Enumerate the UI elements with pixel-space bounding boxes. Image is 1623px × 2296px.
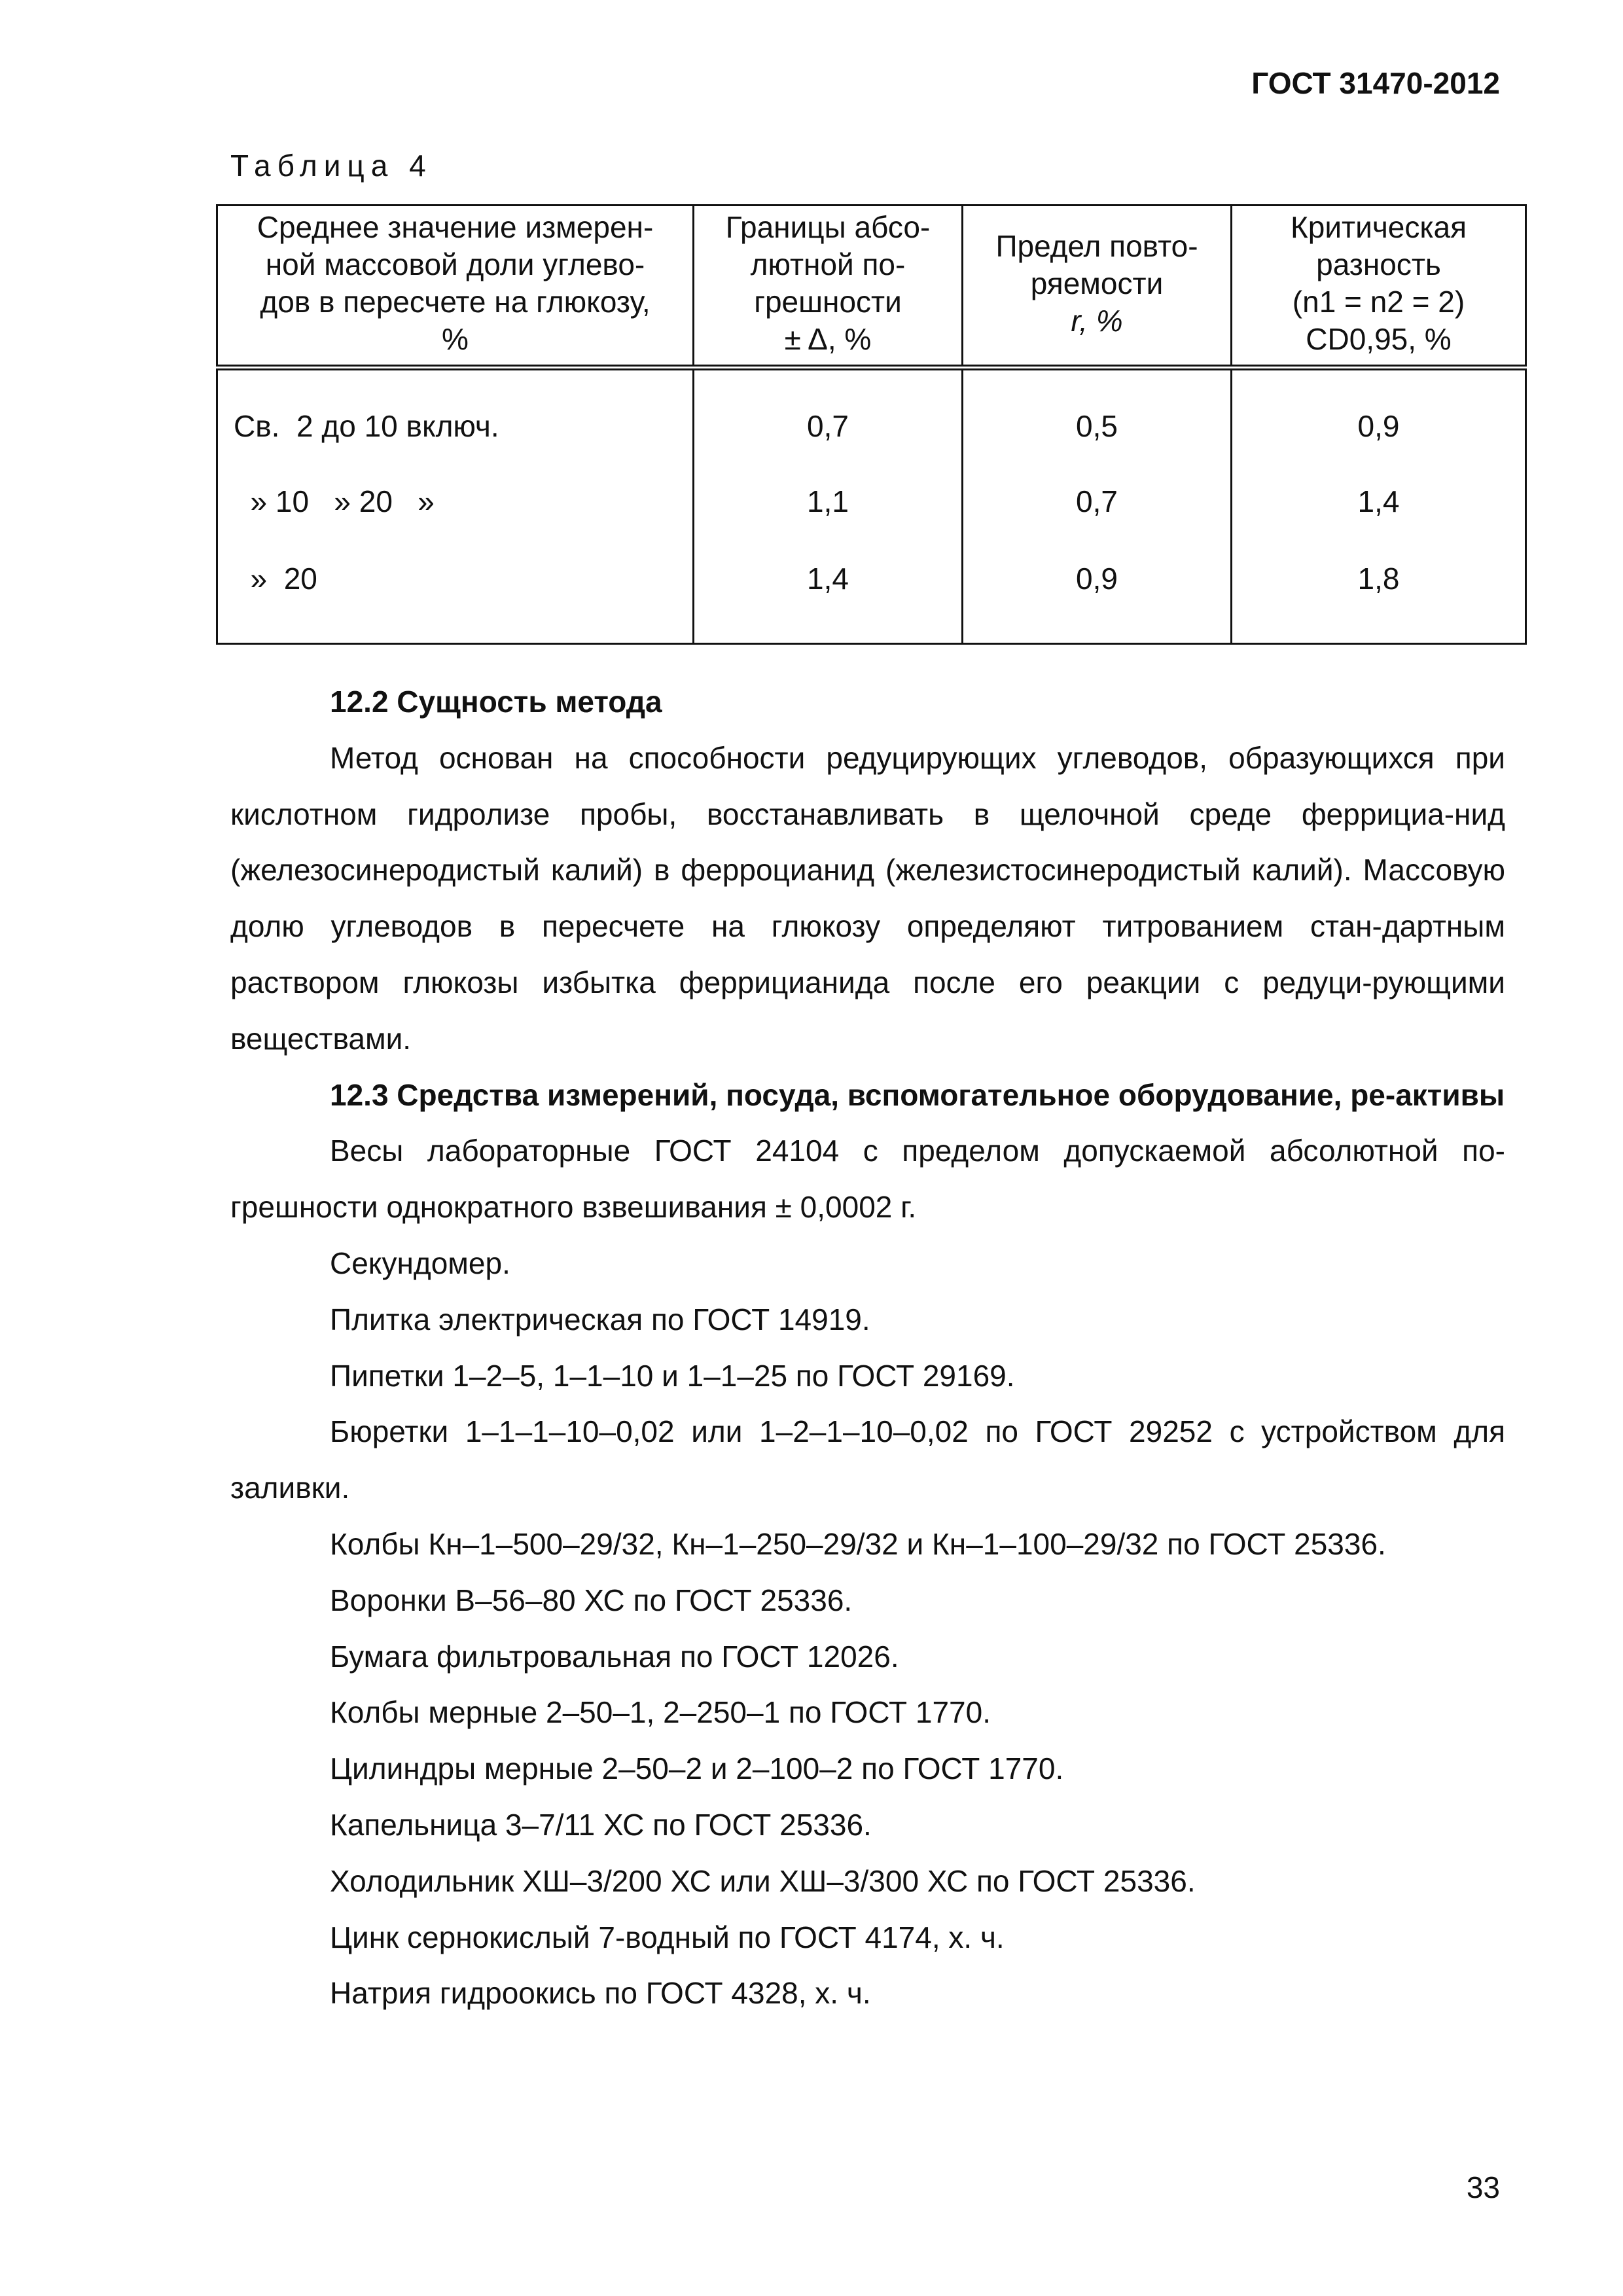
equipment-item: Бумага фильтровальная по ГОСТ 12026. bbox=[330, 1639, 899, 1674]
column-header-error-limits: Границы абсо- лютной по- грешности ± Δ, % bbox=[694, 206, 963, 368]
table-cell: 1,4 bbox=[1232, 463, 1526, 540]
equipment-item: Цилиндры мерные 2–50–2 и 2–100–2 по ГОСТ 1770. bbox=[330, 1751, 1064, 1786]
table-cell: 0,9 bbox=[1232, 368, 1526, 463]
equipment-item: Секундомер. bbox=[330, 1246, 510, 1280]
section-heading-12-3: 12.3 Средства измерений, посуда, вспомогательное оборудование, ре-активы bbox=[330, 1077, 1505, 1112]
table-cell: 1,8 bbox=[1232, 540, 1526, 644]
equipment-item: Колбы Кн–1–500–29/32, Кн–1–250–29/32 и Кн–1–100–29/32 по ГОСТ 25336. bbox=[330, 1526, 1386, 1561]
equipment-item: Колбы мерные 2–50–1, 2–250–1 по ГОСТ 1770. bbox=[330, 1695, 991, 1730]
equipment-item: Холодильник ХШ–3/200 ХС или ХШ–3/300 ХС по ГОСТ 25336. bbox=[330, 1863, 1196, 1898]
method-principle-paragraph: Метод основан на способности редуцирующих углеводов, образующихся при кислотном гидролизе пробы, восстанавливать в щелочной среде феррициа-нид (железосинеродистый калий) в ферроцианид (железистосинеродистый калий). Массовую долю углеводов в пересчете на глюкозу определяют титрованием стан-дартным раствором глюкозы избытка феррицианида после его реакции с редуци-рующими веществами. bbox=[230, 740, 1505, 1056]
equipment-item: Пипетки 1–2–5, 1–1–10 и 1–1–25 по ГОСТ 29169. bbox=[330, 1358, 1015, 1393]
standard-number: ГОСТ 31470-2012 bbox=[1251, 66, 1500, 100]
equipment-item: Весы лабораторные ГОСТ 24104 с пределом допускаемой абсолютной по-грешности однократного взвешивания ± 0,0002 г. bbox=[230, 1134, 1505, 1225]
equipment-item: Цинк сернокислый 7-водный по ГОСТ 4174, х. ч. bbox=[330, 1920, 1005, 1954]
column-header-critical-difference: Критическая разность (n1 = n2 = 2) CD0,95, % bbox=[1232, 206, 1526, 368]
equipment-item: Натрия гидроокись по ГОСТ 4328, х. ч. bbox=[330, 1976, 871, 2011]
table-cell-range: » 20 bbox=[217, 540, 694, 644]
equipment-item: Капельница 3–7/11 ХС по ГОСТ 25336. bbox=[330, 1807, 872, 1842]
table-caption: Таблица 4 bbox=[230, 149, 433, 183]
table-cell: 1,4 bbox=[694, 540, 963, 644]
table-cell-range: » 10 » 20 » bbox=[217, 463, 694, 540]
table-row bbox=[217, 540, 1526, 644]
equipment-item: Бюретки 1–1–1–10–0,02 или 1–2–1–10–0,02 по ГОСТ 29252 с устройством для заливки. bbox=[230, 1414, 1505, 1505]
table-header-row bbox=[217, 206, 1526, 368]
page-number: 33 bbox=[1466, 2170, 1500, 2204]
table-cell: 0,7 bbox=[963, 463, 1232, 540]
table-cell-range: Св. 2 до 10 включ. bbox=[217, 368, 694, 463]
table-row bbox=[217, 368, 1526, 463]
table-cell: 0,9 bbox=[963, 540, 1232, 644]
table-cell: 0,5 bbox=[963, 368, 1232, 463]
equipment-item: Воронки В–56–80 ХС по ГОСТ 25336. bbox=[330, 1583, 853, 1617]
column-header-repeatability: Предел повто- ряемости r, % bbox=[963, 206, 1232, 368]
table-row bbox=[217, 463, 1526, 540]
column-header-mass-fraction: Среднее значение измерен- ной массовой доли углево- дов в пересчете на глюкозу, % bbox=[217, 206, 694, 368]
document-body bbox=[230, 674, 1505, 2022]
table-cell: 1,1 bbox=[694, 463, 963, 540]
data-table bbox=[216, 204, 1527, 645]
section-heading-12-2: 12.2 Сущность метода bbox=[330, 685, 662, 719]
table-cell: 0,7 bbox=[694, 368, 963, 463]
equipment-item: Плитка электрическая по ГОСТ 14919. bbox=[330, 1302, 870, 1336]
